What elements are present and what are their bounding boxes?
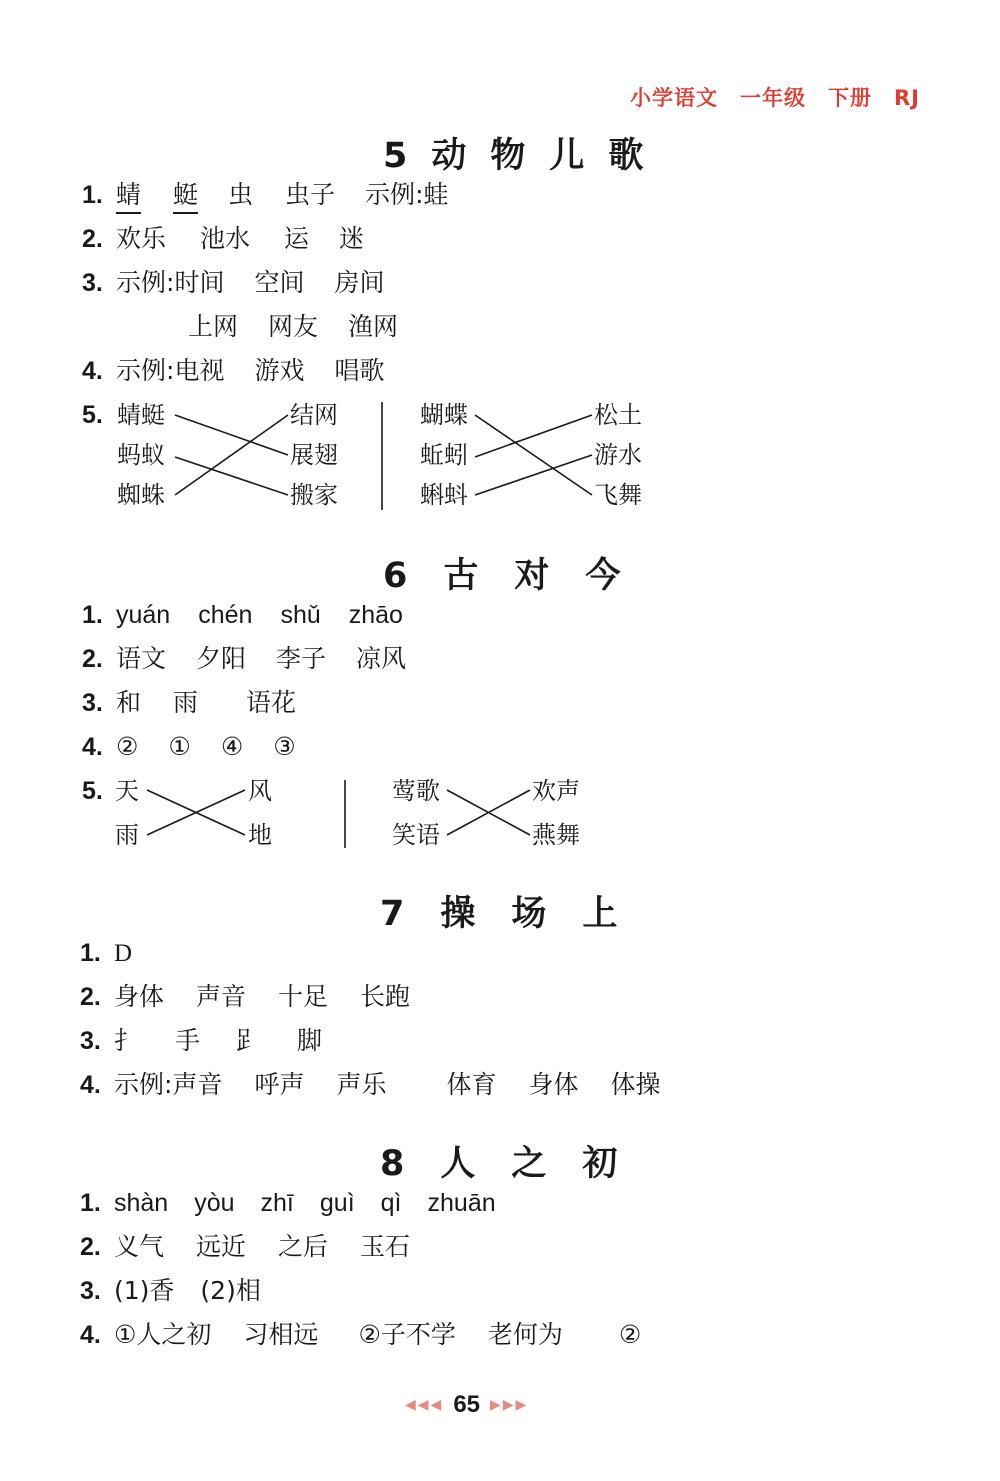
s6-answer-3: 3. 和 雨 语花 — [82, 688, 297, 717]
match-left: 莺歌 — [392, 777, 440, 805]
match-right: 游水 — [594, 441, 642, 469]
match-right: 搬家 — [290, 481, 338, 509]
match-right: 展翅 — [290, 441, 338, 469]
header-subject: 小学语文 — [630, 86, 719, 110]
match-line — [475, 455, 592, 495]
s6-answer-2: 2. 语文 夕阳 李子 凉风 — [82, 644, 407, 673]
match-left: 笑语 — [392, 821, 440, 849]
section-7-title: 7 操 场 上 — [380, 894, 620, 934]
s7-answer-3: 3. 扌 手 𧾷 脚 — [80, 1026, 323, 1055]
s8-answer-1: 1. shàn yòu zhī guì qì zhuān — [80, 1189, 496, 1217]
match-left: 蜻蜓 — [117, 401, 165, 429]
page-number: 65 — [453, 1391, 481, 1418]
s5-answer-3: 3. 示例:时间 空间 房间 — [82, 268, 385, 297]
match-left: 蜘蛛 — [117, 481, 165, 509]
match-left: 雨 — [115, 821, 139, 849]
match-right: 松土 — [594, 401, 642, 429]
match-right: 欢声 — [532, 777, 580, 805]
s7-answer-1: 1. D — [80, 939, 133, 967]
match-right: 地 — [248, 821, 272, 849]
match-right: 风 — [248, 777, 272, 805]
s8-answer-3: 3. (1)香 (2)相 — [80, 1276, 261, 1305]
match-left: 蝴蝶 — [420, 401, 468, 429]
match-left: 蚯蚓 — [420, 441, 468, 469]
header-edition: RJ — [894, 86, 920, 110]
s6-answer-4: 4. ② ① ④ ③ — [82, 732, 296, 761]
prev-arrows-icon: ◀◀◀ — [405, 1397, 444, 1413]
next-arrows-icon: ▶▶▶ — [490, 1397, 529, 1413]
match-left: 蚂蚁 — [117, 441, 165, 469]
section-8-title: 8 人 之 初 — [380, 1144, 620, 1184]
s5-answer-1: 1. 蜻 蜓 虫 虫子 示例:蛙 — [82, 180, 449, 214]
match-right: 结网 — [290, 401, 338, 429]
match-right: 燕舞 — [532, 821, 580, 849]
header-volume: 下册 — [828, 86, 873, 110]
s6-answer-1: 1. yuán chén shǔ zhāo — [82, 601, 403, 629]
match-line — [175, 457, 288, 495]
s7-answer-4: 4. 示例:声音 呼声 声乐 体育 身体 体操 — [80, 1070, 661, 1099]
match-line — [175, 415, 288, 495]
match-line — [475, 415, 592, 495]
s5-q5-num: 5. — [82, 401, 103, 429]
match-left: 蝌蚪 — [420, 481, 468, 509]
section-6-title: 6 古 对 今 — [383, 556, 623, 596]
match-line — [475, 415, 592, 457]
s5-answer-2: 2. 欢乐 池水 运 迷 — [82, 224, 365, 253]
match-line — [175, 415, 288, 455]
s5-answer-4: 4. 示例:电视 游戏 唱歌 — [82, 356, 385, 385]
match-right: 飞舞 — [594, 481, 642, 509]
match-left: 天 — [115, 777, 139, 805]
s5-answer-3-line2: 上网 网友 渔网 — [188, 312, 399, 341]
section-5-title: 5 动 物 儿 歌 — [383, 136, 646, 176]
page-footer — [405, 1390, 528, 1419]
header-grade: 一年级 — [740, 86, 807, 110]
s8-answer-4: 4. ①人之初 习相远 ②子不学 老何为 ② — [80, 1320, 642, 1349]
s6-q5-num: 5. — [82, 777, 103, 805]
s8-answer-2: 2. 义气 远近 之后 玉石 — [80, 1232, 411, 1261]
s7-answer-2: 2. 身体 声音 十足 长跑 — [80, 982, 411, 1011]
